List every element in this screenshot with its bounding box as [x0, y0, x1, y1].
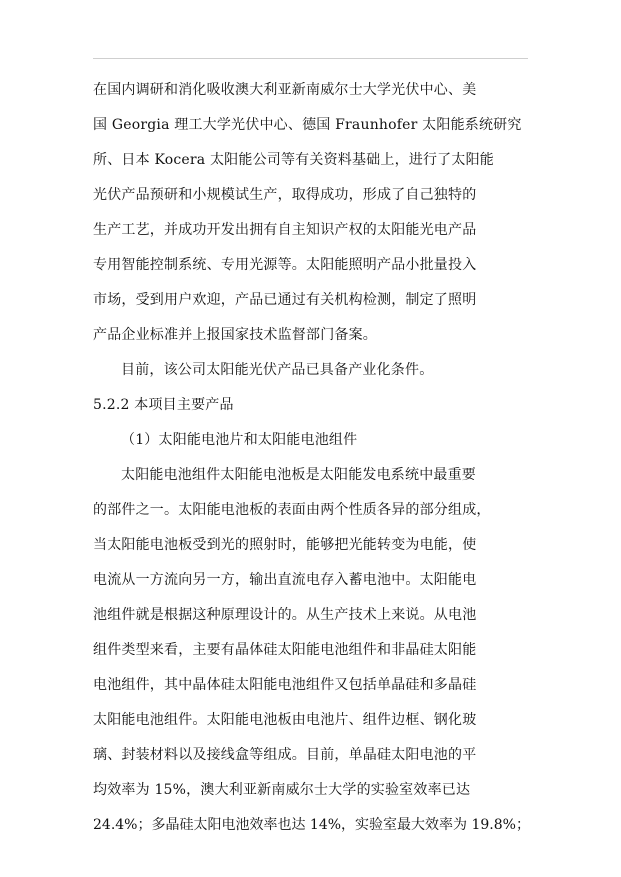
body-line: 均效率为 15%，澳大利亚新南威尔士大学的实验室效率已达: [93, 782, 471, 798]
body-line: 太阳能电池组件。太阳能电池板由电池片、组件边框、钢化玻: [93, 712, 477, 728]
body-line: 光伏产品预研和小规模试生产，取得成功，形成了自己独特的: [93, 187, 477, 203]
body-line: 的部件之一。太阳能电池板的表面由两个性质各异的部分组成，: [93, 502, 491, 518]
body-line: 当太阳能电池板受到光的照射时，能够把光能转变为电能，使: [93, 537, 477, 553]
body-line: 电流从一方流向另一方，输出直流电存入蓄电池中。太阳能电: [93, 572, 477, 588]
body-line: 所、日本 Kocera 太阳能公司等有关资料基础上，进行了太阳能: [93, 152, 494, 168]
body-line: 在国内调研和消化吸收澳大利亚新南威尔士大学光伏中心、美: [93, 82, 477, 98]
paragraph-line: 太阳能电池组件太阳能电池板是太阳能发电系统中最重要: [121, 467, 476, 483]
body-line: 产品企业标准并上报国家技术监督部门备案。: [93, 327, 377, 343]
body-line: 专用智能控制系统、专用光源等。太阳能照明产品小批量投入: [93, 257, 477, 273]
subsection-heading: （1）太阳能电池片和太阳能电池组件: [121, 432, 358, 448]
body-line: 璃、封装材料以及接线盒等组成。目前，单晶硅太阳电池的平: [93, 747, 477, 763]
body-line: 24.4%；多晶硅太阳电池效率也达 14%，实验室最大效率为 19.8%；: [93, 817, 530, 833]
paragraph-line: 目前，该公司太阳能光伏产品已具备产业化条件。: [121, 362, 434, 378]
header-rule: [93, 58, 528, 59]
body-line: 池组件就是根据这种原理设计的。从生产技术上来说。从电池: [93, 607, 477, 623]
body-line: 电池组件，其中晶体硅太阳能电池组件又包括单晶硅和多晶硅: [93, 677, 477, 693]
body-line: 生产工艺，并成功开发出拥有自主知识产权的太阳能光电产品: [93, 222, 477, 238]
body-line: 国 Georgia 理工大学光伏中心、德国 Fraunhofer 太阳能系统研究: [93, 117, 522, 133]
section-heading: 5.2.2 本项目主要产品: [93, 397, 234, 413]
body-line: 市场，受到用户欢迎，产品已通过有关机构检测，制定了照明: [93, 292, 477, 308]
body-line: 组件类型来看，主要有晶体硅太阳能电池组件和非晶硅太阳能: [93, 642, 477, 658]
